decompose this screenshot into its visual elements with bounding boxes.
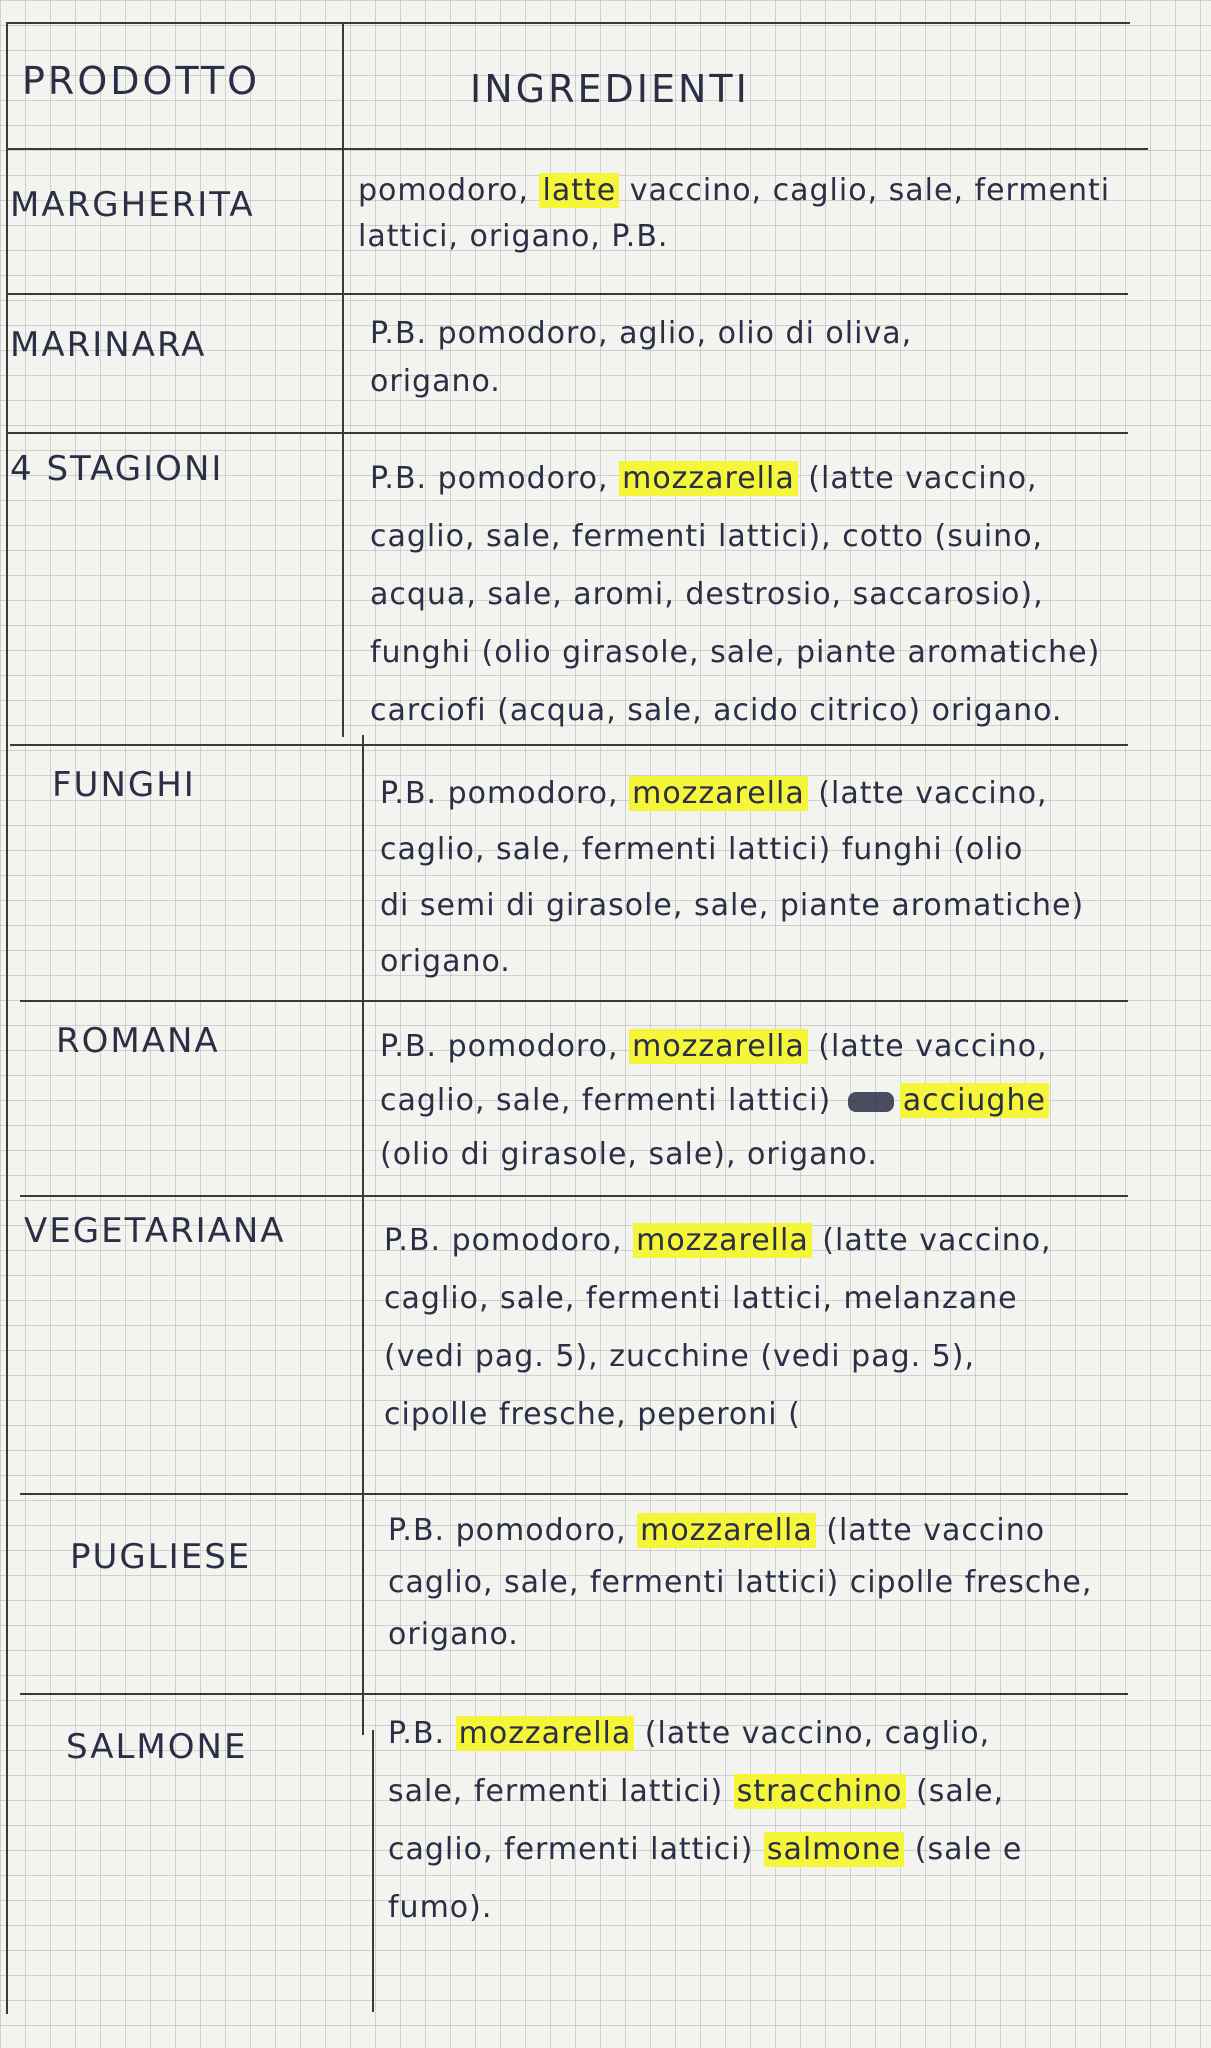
ingredient-text: caglio, sale, fermenti lattici): [380, 1083, 842, 1118]
ingredient-text: (latte vaccino: [815, 1513, 1046, 1548]
ingredient-line: [388, 1705, 1022, 1763]
column-divider: [342, 22, 344, 737]
row-divider: [20, 1493, 1128, 1495]
highlighted-ingredient: mozzarella: [629, 1029, 808, 1064]
ingredient-line: [370, 310, 912, 358]
ingredient-text: caglio, sale, fermenti lattici), cotto (suino,: [370, 519, 1044, 554]
product-name: 4 STAGIONI: [10, 449, 224, 489]
highlighted-ingredient: latte: [539, 173, 619, 208]
ingredient-text: pomodoro,: [358, 173, 540, 208]
highlighted-ingredient: mozzarella: [629, 776, 808, 811]
header-product: PRODOTTO: [22, 59, 261, 103]
row-divider: [20, 1195, 1128, 1197]
highlighted-ingredient: mozzarella: [619, 461, 798, 496]
ingredient-text: (latte vaccino,: [807, 1029, 1048, 1064]
ingredient-line: [380, 1020, 1049, 1074]
ingredients-cell: [370, 310, 912, 406]
ingredient-text: caglio, sale, fermenti lattici, melanzane: [384, 1281, 1018, 1316]
ingredient-line: [380, 1128, 1049, 1182]
ingredient-line: [380, 1074, 1049, 1128]
ingredient-text: (sale e: [904, 1832, 1023, 1867]
ingredient-line: [370, 450, 1100, 508]
product-name: SALMONE: [66, 1727, 248, 1767]
ingredients-cell: [388, 1705, 1022, 1937]
ingredient-text: (sale,: [905, 1774, 1005, 1809]
ingredient-text: origano.: [388, 1617, 519, 1652]
highlighted-ingredient: acciughe: [900, 1083, 1049, 1118]
ingredient-line: [380, 766, 1084, 822]
ingredient-line: [388, 1609, 1092, 1661]
ingredient-line: [384, 1212, 1052, 1270]
product-name: PUGLIESE: [70, 1537, 252, 1577]
ingredient-text: P.B. pomodoro,: [384, 1223, 634, 1258]
ingredient-text: P.B. pomodoro, aglio, olio di oliva,: [370, 316, 913, 351]
row-divider: [8, 293, 1128, 295]
ingredient-text: (latte vaccino,: [797, 461, 1038, 496]
ingredient-line: [380, 878, 1084, 934]
ingredient-text: carciofi (acqua, sale, acido citrico) origano.: [370, 693, 1063, 728]
ingredient-text: P.B. pomodoro,: [388, 1513, 638, 1548]
ingredient-text: P.B. pomodoro,: [370, 461, 620, 496]
ingredient-text: funghi (olio girasole, sale, piante aromatiche): [370, 635, 1101, 670]
ingredient-line: [380, 934, 1084, 990]
column-divider: [372, 1730, 374, 2012]
ingredient-text: sale, fermenti lattici): [388, 1774, 734, 1809]
ingredient-line: [388, 1505, 1092, 1557]
ingredient-text: fumo).: [388, 1890, 493, 1925]
ingredients-cell: [358, 168, 1110, 260]
highlighted-ingredient: mozzarella: [637, 1513, 816, 1548]
ingredient-text: vaccino, caglio, sale, fermenti: [619, 173, 1111, 208]
ingredient-text: (latte vaccino,: [807, 776, 1048, 811]
ingredients-cell: [384, 1212, 1052, 1444]
ingredient-text: lattici, origano, P.B.: [358, 219, 669, 254]
product-name: ROMANA: [56, 1021, 220, 1061]
highlighted-ingredient: salmone: [764, 1832, 904, 1867]
ingredient-line: [370, 566, 1100, 624]
ingredient-text: acqua, sale, aromi, destrosio, saccarosio),: [370, 577, 1044, 612]
ingredient-text: caglio, sale, fermenti lattici) cipolle fresche,: [388, 1565, 1093, 1600]
header-ingredients: INGREDIENTI: [470, 67, 750, 111]
ingredient-text: P.B.: [388, 1716, 456, 1751]
ingredients-cell: [380, 766, 1084, 990]
ingredient-line: [384, 1270, 1052, 1328]
ingredient-line: [384, 1386, 1052, 1444]
ingredients-cell: [370, 450, 1100, 740]
column-divider: [362, 735, 364, 1735]
product-name: FUNGHI: [52, 765, 196, 805]
ingredient-line: [380, 822, 1084, 878]
ingredient-text: (latte vaccino,: [811, 1223, 1052, 1258]
ingredient-line: [370, 624, 1100, 682]
scribbled-out-word: [848, 1092, 894, 1112]
ingredient-text: caglio, fermenti lattici): [388, 1832, 764, 1867]
product-name: MARINARA: [10, 325, 207, 365]
ingredient-line: [370, 508, 1100, 566]
row-divider: [20, 1693, 1128, 1695]
ingredient-text: (latte vaccino, caglio,: [634, 1716, 991, 1751]
product-name: VEGETARIANA: [24, 1211, 286, 1251]
ingredient-text: origano.: [380, 944, 511, 979]
ingredient-line: [384, 1328, 1052, 1386]
ingredient-text: di semi di girasole, sale, piante aromatiche): [380, 888, 1085, 923]
ingredient-text: (vedi pag. 5), zucchine (vedi pag. 5),: [384, 1339, 976, 1374]
highlighted-ingredient: stracchino: [734, 1774, 906, 1809]
ingredient-text: P.B. pomodoro,: [380, 1029, 630, 1064]
ingredient-line: [370, 358, 912, 406]
highlighted-ingredient: mozzarella: [633, 1223, 812, 1258]
ingredient-line: [388, 1821, 1022, 1879]
ingredient-text: cipolle fresche, peperoni (: [384, 1397, 801, 1432]
ingredient-line: [388, 1557, 1092, 1609]
ingredient-text: caglio, sale, fermenti lattici) funghi (olio: [380, 832, 1024, 867]
ingredient-line: [388, 1763, 1022, 1821]
row-divider: [8, 432, 1128, 434]
ingredients-cell: [388, 1505, 1092, 1661]
ingredient-line: [358, 168, 1110, 214]
ingredient-text: origano.: [370, 364, 501, 399]
row-divider: [20, 1000, 1128, 1002]
row-divider: [8, 148, 1148, 150]
row-divider: [10, 744, 1128, 746]
ingredient-line: [388, 1879, 1022, 1937]
highlighted-ingredient: mozzarella: [456, 1716, 635, 1751]
ingredient-line: [358, 214, 1110, 260]
ingredient-line: [370, 682, 1100, 740]
ingredients-cell: [380, 1020, 1049, 1182]
ingredient-text: (olio di girasole, sale), origano.: [380, 1137, 878, 1172]
product-name: MARGHERITA: [10, 185, 255, 225]
ingredient-text: P.B. pomodoro,: [380, 776, 630, 811]
